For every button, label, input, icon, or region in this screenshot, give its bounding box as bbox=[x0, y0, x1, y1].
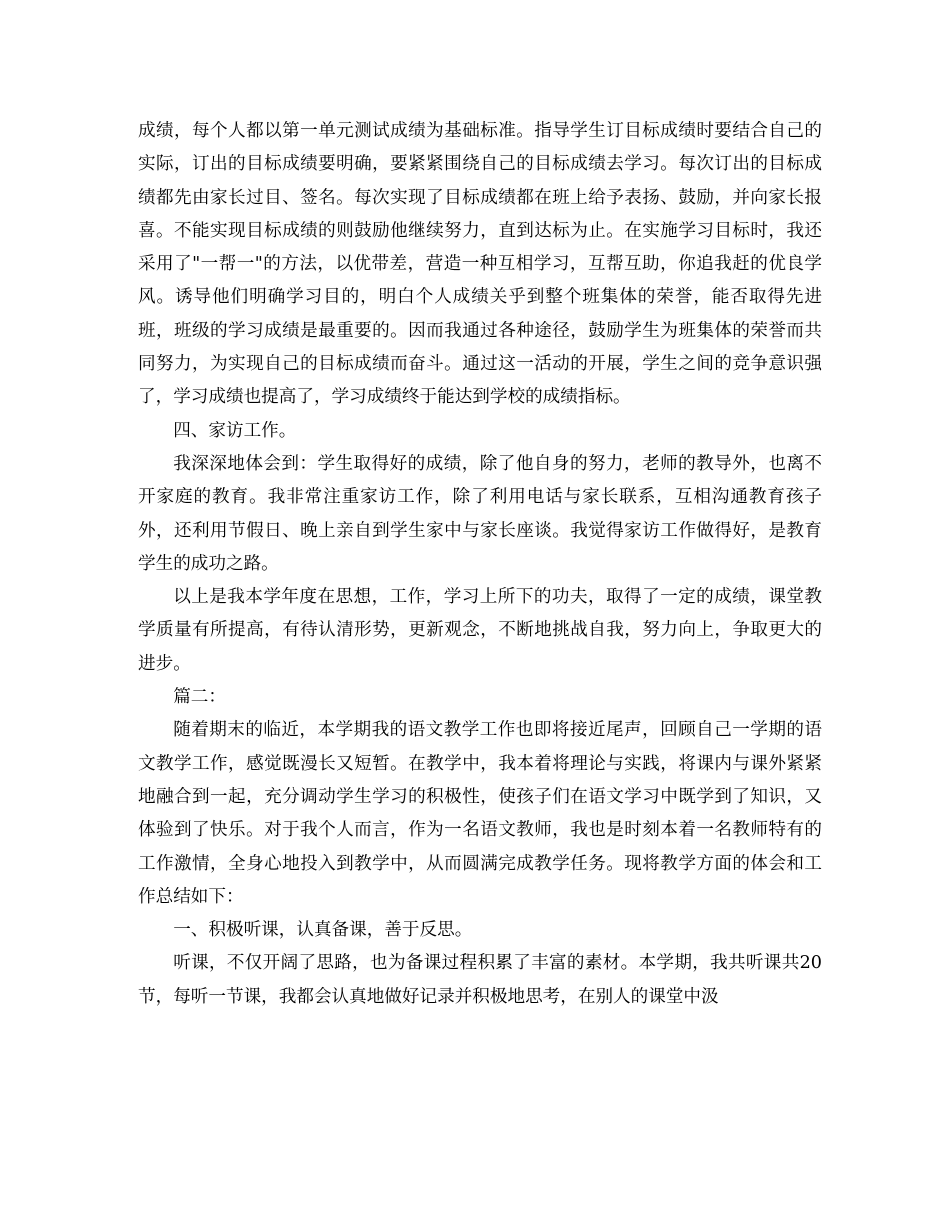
paragraph-listening: 听课，不仅开阔了思路，也为备课过程积累了丰富的素材。本学期，我共听课共20节，每听一节课，我都会认真地做好记录并积极地思考，在别人的课堂中汲 bbox=[138, 953, 822, 1007]
heading-section-one: 一、积极听课，认真备课，善于反思。 bbox=[173, 920, 473, 941]
document-body bbox=[138, 115, 822, 1014]
heading-part-two: 篇二： bbox=[173, 687, 226, 708]
heading-home-visit: 四、家访工作。 bbox=[173, 420, 297, 441]
paragraph-continued: 成绩，每个人都以第一单元测试成绩为基础标准。指导学生订目标成绩时要结合自己的实际，订出的目标成绩要明确，要紧紧围绕自己的目标成绩去学习。每次订出的目标成绩都先由家长过目、签名。每次实现了目标成绩都在班上给予表扬、鼓励，并向家长报喜。不能实现目标成绩的则鼓励他继续努力，直到达标为止。在实施学习目标时，我还采用了"一帮一"的方法，以优带差，营造一种互相学习，互帮互助，你追我赶的优良学风。诱导他们明确学习目的，明白个人成绩关乎到整个班集体的荣誉，能否取得先进班，班级的学习成绩是最重要的。因而我通过各种途径，鼓励学生为班集体的荣誉而共同努力，为实现自己的目标成绩而奋斗。通过这一活动的开展，学生之间的竞争意识强了，学习成绩也提高了，学习成绩终于能达到学校的成绩指标。 bbox=[138, 121, 822, 408]
paragraph-conclusion: 以上是我本学年度在思想，工作，学习上所下的功夫，取得了一定的成绩，课堂教学质量有所提高，有待认清形势，更新观念，不断地挑战自我，努力向上，争取更大的进步。 bbox=[138, 587, 822, 674]
paragraph-intro: 随着期末的临近，本学期我的语文教学工作也即将接近尾声，回顾自己一学期的语文教学工作，感觉既漫长又短暂。在教学中，我本着将理论与实践，将课内与课外紧紧地融合到一起，充分调动学生学习的积极性，使孩子们在语文学习中既学到了知识，又体验到了快乐。对于我个人而言，作为一名语文教师，我也是时刻本着一名教师特有的工作激情，全身心地投入到教学中，从而圆满完成教学任务。现将教学方面的体会和工作总结如下： bbox=[138, 720, 822, 907]
paragraph-home-visit: 我深深地体会到：学生取得好的成绩，除了他自身的努力，老师的教导外，也离不开家庭的教育。我非常注重家访工作，除了利用电话与家长联系，互相沟通教育孩子外，还利用节假日、晚上亲自到学生家中与家长座谈。我觉得家访工作做得好，是教育学生的成功之路。 bbox=[138, 453, 822, 574]
